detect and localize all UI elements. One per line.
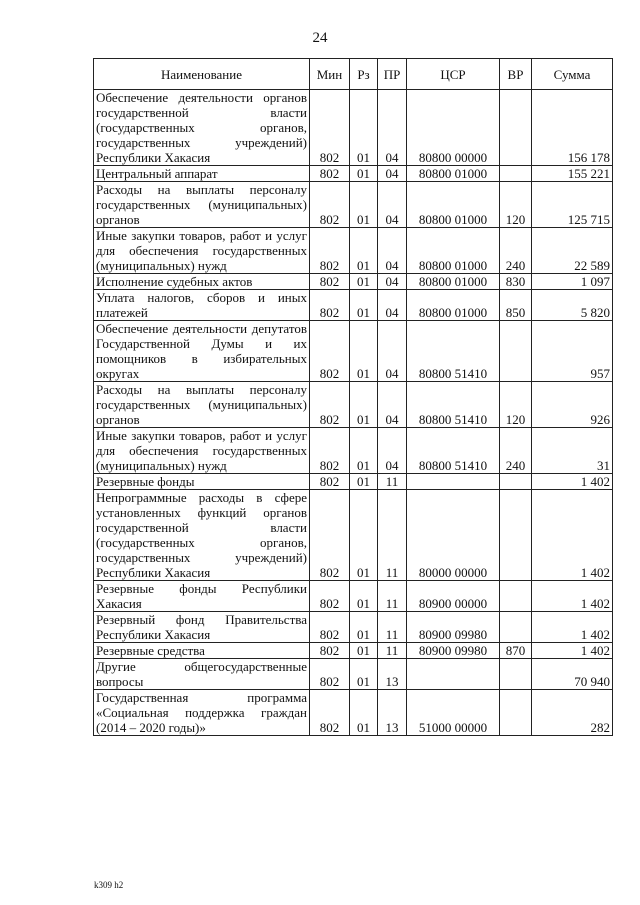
cell-vr: 850 — [500, 290, 532, 321]
cell-sum: 1 402 — [532, 581, 613, 612]
cell-pr: 04 — [378, 321, 407, 382]
cell-sum: 282 — [532, 690, 613, 736]
table-row — [94, 474, 613, 490]
cell-rz: 01 — [350, 690, 378, 736]
cell-sum: 1 402 — [532, 474, 613, 490]
cell-name: Резервные фонды Республики Хакасия — [94, 581, 310, 612]
cell-vr: 870 — [500, 643, 532, 659]
cell-rz: 01 — [350, 290, 378, 321]
cell-rz: 01 — [350, 321, 378, 382]
footer-code: k309 h2 — [94, 880, 124, 890]
cell-name: Исполнение судебных актов — [94, 274, 310, 290]
table-row — [94, 612, 613, 643]
cell-name: Уплата налогов, сборов и иных платежей — [94, 290, 310, 321]
cell-csr — [407, 474, 500, 490]
table-row — [94, 382, 613, 428]
table-body — [94, 90, 613, 736]
cell-min: 802 — [310, 643, 350, 659]
cell-min: 802 — [310, 290, 350, 321]
cell-csr — [407, 659, 500, 690]
cell-sum: 70 940 — [532, 659, 613, 690]
cell-name: Резервные фонды — [94, 474, 310, 490]
cell-name: Обеспечение деятельности органов государственной власти (государственных органов, государственных учреждений) Республики Хакасия — [94, 90, 310, 166]
cell-vr — [500, 490, 532, 581]
table-row — [94, 690, 613, 736]
cell-sum: 1 402 — [532, 612, 613, 643]
cell-name: Расходы на выплаты персоналу государственных (муниципальных) органов — [94, 382, 310, 428]
cell-min: 802 — [310, 182, 350, 228]
cell-csr: 80800 51410 — [407, 321, 500, 382]
cell-name: Непрограммные расходы в сфере установленных функций органов государственной власти (государственных органов, государственных учреждений) Республики Хакасия — [94, 490, 310, 581]
cell-pr: 11 — [378, 612, 407, 643]
cell-name: Иные закупки товаров, работ и услуг для обеспечения государственных (муниципальных) нужд — [94, 428, 310, 474]
header-rz: Рз — [350, 59, 378, 90]
cell-csr: 80800 00000 — [407, 90, 500, 166]
cell-pr: 11 — [378, 581, 407, 612]
cell-csr: 80800 01000 — [407, 228, 500, 274]
cell-sum: 1 097 — [532, 274, 613, 290]
cell-min: 802 — [310, 382, 350, 428]
cell-min: 802 — [310, 321, 350, 382]
cell-vr — [500, 659, 532, 690]
table-row — [94, 228, 613, 274]
table-row — [94, 659, 613, 690]
header-sum: Сумма — [532, 59, 613, 90]
cell-csr: 51000 00000 — [407, 690, 500, 736]
cell-sum: 926 — [532, 382, 613, 428]
cell-vr: 120 — [500, 382, 532, 428]
cell-pr: 13 — [378, 659, 407, 690]
cell-vr: 830 — [500, 274, 532, 290]
cell-sum: 1 402 — [532, 643, 613, 659]
cell-rz: 01 — [350, 90, 378, 166]
cell-name: Резервные средства — [94, 643, 310, 659]
cell-rz: 01 — [350, 166, 378, 182]
cell-rz: 01 — [350, 612, 378, 643]
table-row — [94, 490, 613, 581]
cell-vr: 120 — [500, 182, 532, 228]
table-row — [94, 182, 613, 228]
cell-vr — [500, 321, 532, 382]
header-name: Наименование — [94, 59, 310, 90]
cell-vr — [500, 90, 532, 166]
cell-min: 802 — [310, 228, 350, 274]
cell-pr: 11 — [378, 643, 407, 659]
cell-name: Государственная программа «Социальная поддержка граждан (2014 – 2020 годы)» — [94, 690, 310, 736]
table-row — [94, 321, 613, 382]
table-row — [94, 90, 613, 166]
cell-vr — [500, 581, 532, 612]
cell-pr: 04 — [378, 90, 407, 166]
cell-pr: 11 — [378, 474, 407, 490]
cell-min: 802 — [310, 690, 350, 736]
cell-rz: 01 — [350, 474, 378, 490]
cell-vr — [500, 474, 532, 490]
cell-sum: 156 178 — [532, 90, 613, 166]
cell-pr: 04 — [378, 274, 407, 290]
cell-rz: 01 — [350, 182, 378, 228]
cell-sum: 22 589 — [532, 228, 613, 274]
cell-rz: 01 — [350, 428, 378, 474]
cell-csr: 80900 00000 — [407, 581, 500, 612]
cell-name: Центральный аппарат — [94, 166, 310, 182]
header-min: Мин — [310, 59, 350, 90]
cell-min: 802 — [310, 659, 350, 690]
cell-vr — [500, 690, 532, 736]
cell-rz: 01 — [350, 274, 378, 290]
cell-name: Расходы на выплаты персоналу государственных (муниципальных) органов — [94, 182, 310, 228]
cell-pr: 11 — [378, 490, 407, 581]
cell-pr: 04 — [378, 228, 407, 274]
cell-rz: 01 — [350, 228, 378, 274]
cell-csr: 80800 01000 — [407, 182, 500, 228]
cell-csr: 80800 51410 — [407, 382, 500, 428]
table-row — [94, 290, 613, 321]
table-header-row — [94, 59, 613, 90]
cell-sum: 1 402 — [532, 490, 613, 581]
cell-pr: 04 — [378, 428, 407, 474]
table-row — [94, 643, 613, 659]
cell-name: Обеспечение деятельности депутатов Государственной Думы и их помощников в избирательных округах — [94, 321, 310, 382]
cell-min: 802 — [310, 612, 350, 643]
cell-name: Резервный фонд Правительства Республики Хакасия — [94, 612, 310, 643]
cell-rz: 01 — [350, 643, 378, 659]
table-row — [94, 428, 613, 474]
budget-table — [93, 58, 613, 736]
cell-rz: 01 — [350, 581, 378, 612]
cell-rz: 01 — [350, 490, 378, 581]
cell-min: 802 — [310, 274, 350, 290]
header-csr: ЦСР — [407, 59, 500, 90]
cell-vr: 240 — [500, 428, 532, 474]
header-pr: ПР — [378, 59, 407, 90]
table-row — [94, 274, 613, 290]
cell-name: Иные закупки товаров, работ и услуг для обеспечения государственных (муниципальных) нужд — [94, 228, 310, 274]
cell-sum: 957 — [532, 321, 613, 382]
cell-pr: 04 — [378, 382, 407, 428]
cell-csr: 80800 01000 — [407, 290, 500, 321]
cell-min: 802 — [310, 490, 350, 581]
cell-vr — [500, 166, 532, 182]
cell-sum: 5 820 — [532, 290, 613, 321]
cell-pr: 13 — [378, 690, 407, 736]
cell-csr: 80900 09980 — [407, 612, 500, 643]
cell-sum: 155 221 — [532, 166, 613, 182]
cell-min: 802 — [310, 166, 350, 182]
cell-csr: 80000 00000 — [407, 490, 500, 581]
cell-vr: 240 — [500, 228, 532, 274]
cell-sum: 31 — [532, 428, 613, 474]
table-row — [94, 166, 613, 182]
cell-csr: 80800 01000 — [407, 274, 500, 290]
cell-sum: 125 715 — [532, 182, 613, 228]
cell-min: 802 — [310, 474, 350, 490]
cell-min: 802 — [310, 90, 350, 166]
cell-csr: 80800 51410 — [407, 428, 500, 474]
cell-pr: 04 — [378, 290, 407, 321]
page-number: 24 — [312, 30, 328, 46]
cell-rz: 01 — [350, 382, 378, 428]
header-vr: ВР — [500, 59, 532, 90]
cell-pr: 04 — [378, 166, 407, 182]
cell-vr — [500, 612, 532, 643]
cell-name: Другие общегосударственные вопросы — [94, 659, 310, 690]
cell-csr: 80900 09980 — [407, 643, 500, 659]
cell-min: 802 — [310, 428, 350, 474]
cell-pr: 04 — [378, 182, 407, 228]
cell-min: 802 — [310, 581, 350, 612]
cell-csr: 80800 01000 — [407, 166, 500, 182]
cell-rz: 01 — [350, 659, 378, 690]
table-row — [94, 581, 613, 612]
